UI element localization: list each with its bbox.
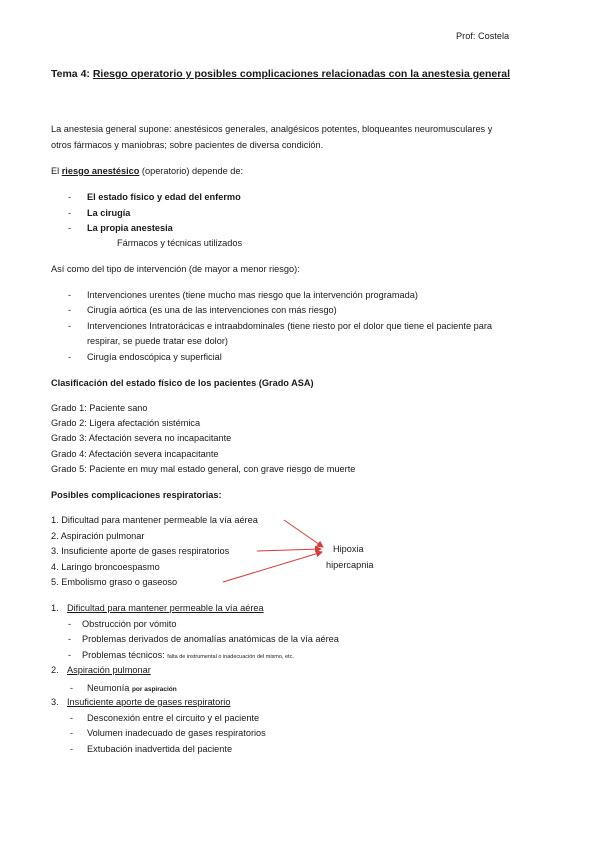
asa-grade: Grado 3: Afectación severa no incapacitante — [51, 433, 232, 443]
complicacion-item: 4. Laringo broncoespasmo — [51, 562, 160, 572]
list-dash: - — [68, 634, 72, 644]
section-2-item — [87, 683, 177, 693]
riesgo-item: El estado físico y edad del enfermo — [87, 192, 241, 202]
asa-grade: Grado 5: Paciente en muy mal estado general, con grave riesgo de muerte — [51, 464, 356, 474]
riesgo-subitem: Fármacos y técnicas utilizados — [117, 238, 243, 248]
section-1-number: 1. — [51, 603, 59, 613]
arrow-5 — [223, 552, 322, 582]
arrow-1 — [284, 520, 323, 547]
section-2-item-text: Neumonía — [87, 683, 132, 693]
complicacion-item: 1. Dificultad para mantener permeable la vía aérea — [51, 515, 258, 525]
riesgo-pre: El — [51, 166, 62, 176]
list-dash: - — [68, 305, 72, 315]
section-1-title: Dificultad para mantener permeable la vía aérea — [67, 603, 264, 613]
arrow-3 — [257, 549, 321, 551]
asa-grade: Grado 2: Ligera afectación sistémica — [51, 418, 201, 428]
section-3-title: Insuficiente aporte de gases respiratorio — [67, 697, 231, 707]
section-2-item-note: por aspiración — [131, 686, 177, 693]
section-3-item: Volumen inadecuado de gases respiratorios — [87, 728, 266, 738]
asa-grade: Grado 1: Paciente sano — [51, 403, 148, 413]
section-1-item: Obstrucción por vómito — [82, 619, 177, 629]
title-prefix: Tema 4: — [51, 68, 93, 80]
intervencion-item-cont: respirar, se puede tratar ese dolor) — [87, 336, 228, 346]
list-dash: - — [68, 650, 72, 660]
complicacion-item: 3. Insuficiente aporte de gases respiratorios — [51, 546, 230, 556]
riesgo-term: riesgo anestésico — [61, 166, 140, 176]
section-1-item: Problemas derivados de anomalías anatómicas de la vía aérea — [82, 634, 339, 644]
intervencion-item: Cirugía endoscópica y superficial — [87, 352, 222, 362]
list-dash: - — [68, 290, 72, 300]
result-hipercapnia: hipercapnia — [326, 560, 374, 570]
intro-line-1: La anestesia general supone: anestésicos generales, analgésicos potentes, bloqueantes neuromusculares y — [51, 124, 493, 134]
author-label: Prof: Costela — [456, 31, 510, 41]
complicacion-item: 5. Embolismo graso o gaseoso — [51, 577, 178, 587]
result-hipoxia: Hipoxia — [333, 544, 364, 554]
section-1-item — [82, 650, 294, 660]
section-3-item: Extubación inadvertida del paciente — [87, 744, 233, 754]
list-dash: - — [68, 321, 72, 331]
intervencion-item: Intervenciones Intratorácicas e intraabdominales (tiene riesto por el dolor que tiene el paciente para — [87, 321, 492, 331]
list-dash: - — [70, 683, 74, 693]
list-dash: - — [70, 744, 74, 754]
list-dash: - — [68, 619, 72, 629]
riesgo-post: (operatorio) depende de: — [139, 166, 244, 176]
intro-line-2: otros fármacos y maniobras; sobre pacientes de diversa condición. — [51, 140, 324, 150]
list-dash: - — [68, 223, 72, 233]
asa-grade: Grado 4: Afectación severa incapacitante — [51, 449, 219, 459]
section-2-number: 2. — [51, 665, 59, 675]
section-3-number: 3. — [51, 697, 59, 707]
asa-heading: Clasificación del estado físico de los pacientes (Grado ASA) — [51, 378, 314, 388]
riesgo-item: La cirugía — [87, 208, 131, 218]
list-dash: - — [68, 352, 72, 362]
intervencion-item: Intervenciones urentes (tiene mucho mas riesgo que la intervención programada) — [87, 290, 418, 300]
section-2-title: Aspiración pulmonar — [67, 665, 151, 675]
list-dash: - — [70, 713, 74, 723]
section-1-item-note: falta de instrumental o inadecuación del mismo, etc. — [167, 654, 294, 660]
complicacion-item: 2. Aspiración pulmonar — [51, 531, 145, 541]
complicaciones-heading: Posibles complicaciones respiratorias: — [51, 490, 222, 500]
title-text: Riesgo operatorio y posibles complicaciones relacionadas con la anestesia general — [92, 68, 511, 80]
section-1-item-text: Problemas técnicos: — [82, 650, 168, 660]
section-3-item: Desconexión entre el circuito y el paciente — [87, 713, 260, 723]
list-dash: - — [68, 192, 72, 202]
intervencion-item: Cirugía aórtica (es una de las intervenciones con más riesgo) — [87, 305, 337, 315]
riesgo-item: La propia anestesia — [87, 223, 173, 233]
intervencion-heading: Así como del tipo de intervención (de mayor a menor riesgo): — [51, 264, 300, 274]
list-dash: - — [70, 728, 74, 738]
list-dash: - — [68, 208, 72, 218]
